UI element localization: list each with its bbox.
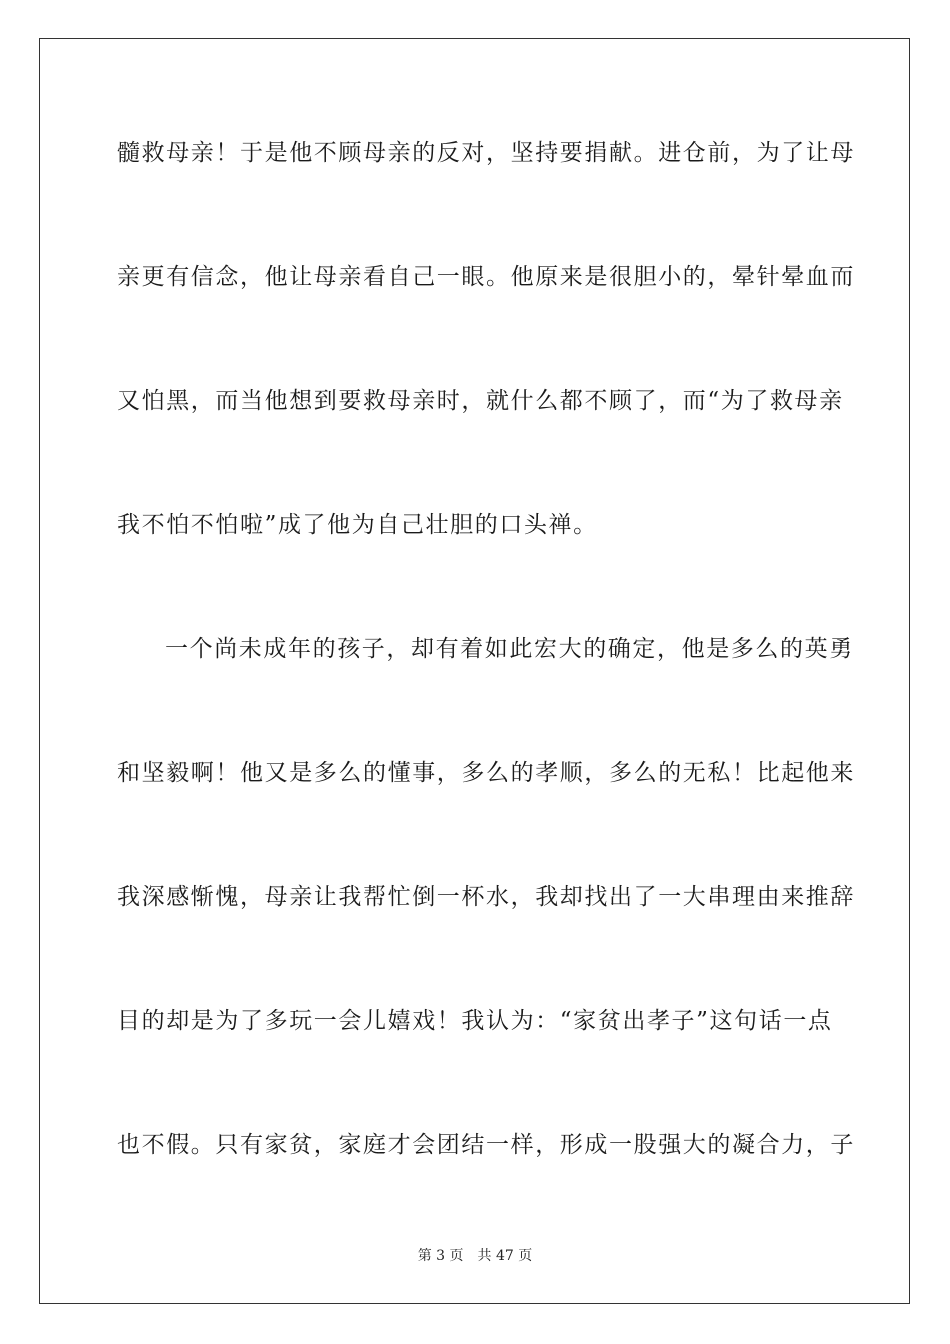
- paragraph-line: 和坚毅啊！他又是多么的懂事，多么的孝顺，多么的无私！比起他来: [117, 760, 855, 786]
- paragraph-line: 我深感惭愧，母亲让我帮忙倒一杯水，我却找出了一大串理由来推辞: [117, 884, 855, 910]
- paragraph-line-indented: 一个尚未成年的孩子，却有着如此宏大的确定，他是多么的英勇: [165, 636, 854, 662]
- page-border: [39, 38, 910, 1304]
- paragraph-line: 又怕黑，而当他想到要救母亲时，就什么都不顾了，而“为了救母亲: [117, 388, 844, 414]
- paragraph-line: 亲更有信念，他让母亲看自己一眼。他原来是很胆小的，晕针晕血而: [117, 264, 855, 290]
- paragraph-line: 目的却是为了多玩一会儿嬉戏！我认为：“家贫出孝子”这句话一点: [117, 1008, 833, 1034]
- page-number: 第 3 页: [417, 1248, 464, 1264]
- paragraph-line: 髓救母亲！于是他不顾母亲的反对，坚持要捐献。进仓前，为了让母: [117, 140, 855, 166]
- page-footer: [0, 1247, 950, 1265]
- page-total: 共 47 页: [477, 1248, 533, 1264]
- paragraph-line: 我不怕不怕啦”成了他为自己壮胆的口头禅。: [117, 512, 598, 538]
- paragraph-line: 也不假。只有家贫，家庭才会团结一样，形成一股强大的凝合力，子: [117, 1132, 855, 1158]
